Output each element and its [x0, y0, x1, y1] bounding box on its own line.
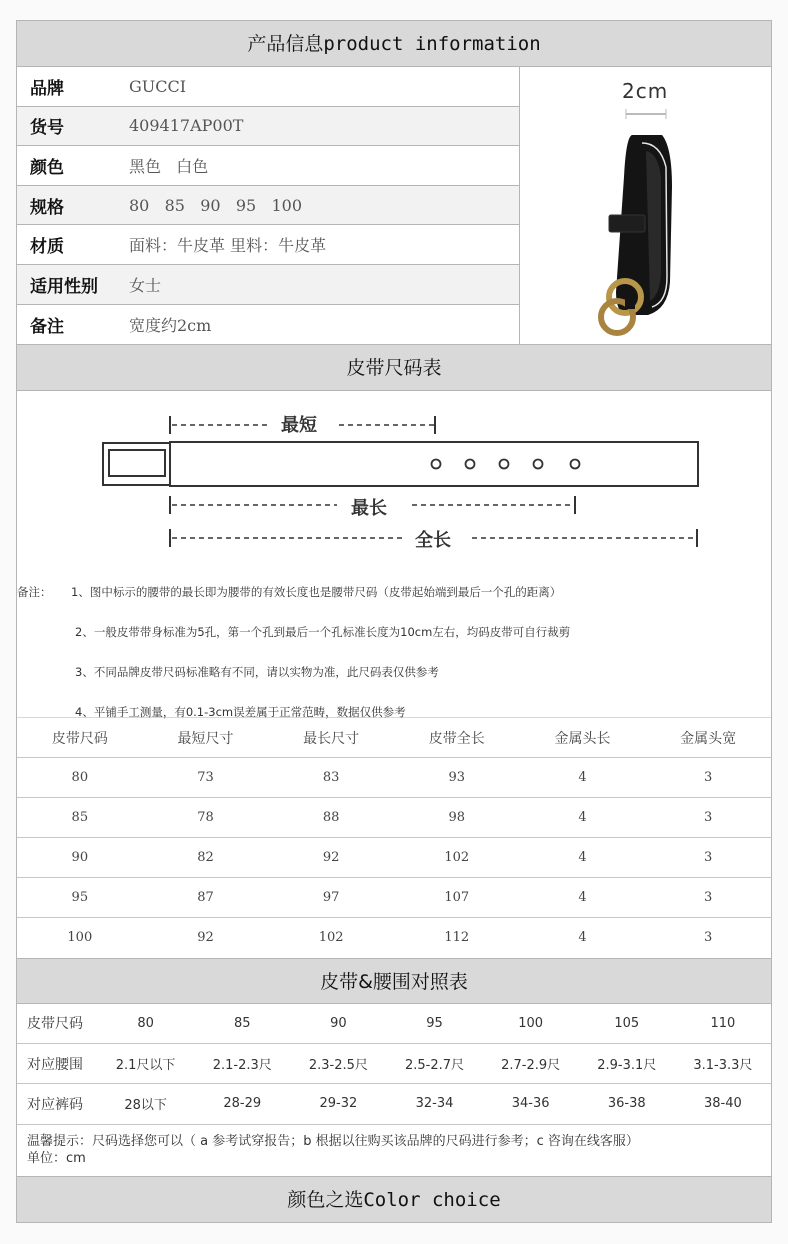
table-cell: 34-36 — [483, 1084, 579, 1124]
info-value: 女士 — [129, 275, 162, 295]
product-detail-page — [16, 20, 772, 1223]
note-item: 1、图中标示的腰带的最长即为腰带的有效长度也是腰带尺码（皮带起始端到最后一个孔的距离） — [71, 585, 562, 600]
info-label: 规格 — [30, 197, 64, 218]
waist-chart-header: 皮带&腰围对照表 — [17, 958, 771, 1004]
waist-table — [17, 1004, 771, 1124]
table-row — [17, 1004, 771, 1044]
info-value: 80 85 90 95 100 — [129, 195, 303, 215]
info-row-material — [17, 225, 519, 265]
table-cell: 92 — [143, 918, 269, 958]
table-cell: 38-40 — [675, 1084, 771, 1124]
table-cell: 102 — [394, 838, 520, 878]
size-tip — [17, 1124, 771, 1176]
info-value: 面料：牛皮革 里料：牛皮革 — [129, 236, 327, 256]
table-cell: 3 — [645, 758, 771, 798]
product-info-table — [17, 67, 520, 344]
table-cell: 85 — [17, 798, 143, 838]
table-cell: 83 — [268, 758, 394, 798]
belt-measurement-diagram — [17, 391, 771, 581]
shortest-label: 最短 — [281, 415, 317, 437]
info-label: 货号 — [30, 118, 64, 139]
column-header: 金属头长 — [520, 718, 646, 758]
column-header: 皮带全长 — [394, 718, 520, 758]
unit-text: 单位：cm — [27, 1150, 86, 1166]
table-cell: 4 — [520, 838, 646, 878]
table-row — [17, 918, 771, 958]
table-cell: 4 — [520, 878, 646, 918]
table-cell: 112 — [394, 918, 520, 958]
table-cell: 3 — [645, 918, 771, 958]
table-cell: 28以下 — [97, 1084, 194, 1124]
info-row-gender — [17, 265, 519, 305]
row-label: 对应裤码 — [17, 1084, 97, 1124]
info-value: GUCCI — [129, 76, 187, 96]
table-row — [17, 758, 771, 798]
size-notes — [17, 581, 771, 720]
table-header-row — [17, 718, 771, 758]
width-label: 2cm — [622, 79, 669, 103]
size-chart-header: 皮带尺码表 — [17, 345, 771, 391]
info-label: 品牌 — [30, 78, 64, 99]
table-cell: 4 — [520, 758, 646, 798]
table-row — [17, 1084, 771, 1124]
table-cell: 3 — [645, 798, 771, 838]
note-item: 4、平铺手工测量，有0.1-3cm误差属于正常范畴，数据仅供参考 — [75, 705, 406, 720]
table-row — [17, 838, 771, 878]
table-cell: 32-34 — [386, 1084, 482, 1124]
table-cell: 95 — [426, 1015, 443, 1031]
table-cell: 73 — [143, 758, 269, 798]
table-cell: 2.9-3.1尺 — [579, 1044, 675, 1084]
info-label: 备注 — [30, 316, 64, 337]
table-cell: 3 — [645, 838, 771, 878]
belt-diagram-icon — [17, 391, 773, 581]
table-row — [17, 1044, 771, 1084]
note-item: 3、不同品牌皮带尺码标准略有不同，请以实物为准，此尺码表仅供参考 — [75, 665, 439, 680]
table-cell: 4 — [520, 798, 646, 838]
table-cell: 85 — [233, 1015, 251, 1031]
table-cell: 78 — [143, 798, 269, 838]
info-label: 材质 — [30, 237, 64, 258]
table-cell: 80 — [17, 758, 143, 798]
table-cell: 93 — [394, 758, 520, 798]
table-cell: 107 — [394, 878, 520, 918]
column-header: 金属头宽 — [645, 718, 771, 758]
note-item: 2、一般皮带带身标准为5孔，第一个孔到最后一个孔标准长度为10cm左右，均码皮带可自行裁剪 — [75, 625, 571, 640]
table-cell: 29-32 — [290, 1084, 386, 1124]
belt-icon — [520, 67, 772, 344]
table-cell: 2.7-2.9尺 — [483, 1044, 579, 1084]
table-cell: 3 — [645, 878, 771, 918]
table-cell: 2.1尺以下 — [97, 1044, 194, 1084]
table-cell: 2.5-2.7尺 — [386, 1044, 482, 1084]
table-cell: 97 — [268, 878, 394, 918]
table-row — [17, 878, 771, 918]
table-cell: 2.3-2.5尺 — [290, 1044, 386, 1084]
info-label: 适用性别 — [30, 276, 98, 297]
table-cell: 88 — [268, 798, 394, 838]
longest-label: 最长 — [351, 498, 387, 520]
table-cell: 100 — [518, 1015, 544, 1031]
tip-text: 温馨提示：尺码选择您可以（ a 参考试穿报告；b 根据以往购买该品牌的尺码进行参考；c 咨询在线客服） — [27, 1133, 639, 1149]
table-cell: 100 — [17, 918, 143, 958]
info-row-size — [17, 186, 519, 226]
table-cell: 98 — [394, 798, 520, 838]
info-row-sku — [17, 107, 519, 147]
product-info-section — [17, 67, 771, 345]
column-header: 最短尺寸 — [143, 718, 269, 758]
table-cell: 87 — [143, 878, 269, 918]
info-value: 宽度约2cm — [129, 315, 212, 335]
table-cell: 36-38 — [579, 1084, 675, 1124]
product-info-header: 产品信息product information — [17, 21, 771, 67]
table-cell: 3.1-3.3尺 — [675, 1044, 771, 1084]
notes-prefix: 备注： — [17, 585, 52, 600]
column-header: 最长尺寸 — [268, 718, 394, 758]
table-cell: 90 — [330, 1015, 347, 1031]
table-row — [17, 798, 771, 838]
column-header: 皮带尺码 — [17, 718, 143, 758]
table-cell: 92 — [268, 838, 394, 878]
table-cell: 82 — [143, 838, 269, 878]
size-table — [17, 717, 771, 958]
info-row-remark — [17, 305, 519, 345]
row-label: 对应腰围 — [17, 1044, 97, 1084]
table-cell: 105 — [614, 1015, 640, 1031]
info-label: 颜色 — [30, 157, 64, 178]
row-label: 皮带尺码 — [27, 1016, 83, 1033]
table-cell: 95 — [17, 878, 143, 918]
info-row-brand — [17, 67, 519, 107]
info-value: 黑色 白色 — [129, 156, 209, 176]
table-cell: 80 — [137, 1015, 154, 1031]
table-cell: 90 — [17, 838, 143, 878]
color-choice-header: 颜色之选Color choice — [17, 1176, 771, 1222]
table-cell: 110 — [710, 1015, 736, 1031]
info-value: 409417AP00T — [129, 116, 244, 136]
table-cell: 2.1-2.3尺 — [194, 1044, 290, 1084]
full-length-label: 全长 — [415, 530, 451, 552]
table-cell: 102 — [268, 918, 394, 958]
belt-product-image — [520, 67, 771, 344]
table-cell: 28-29 — [194, 1084, 290, 1124]
info-row-color — [17, 146, 519, 186]
table-cell: 4 — [520, 918, 646, 958]
